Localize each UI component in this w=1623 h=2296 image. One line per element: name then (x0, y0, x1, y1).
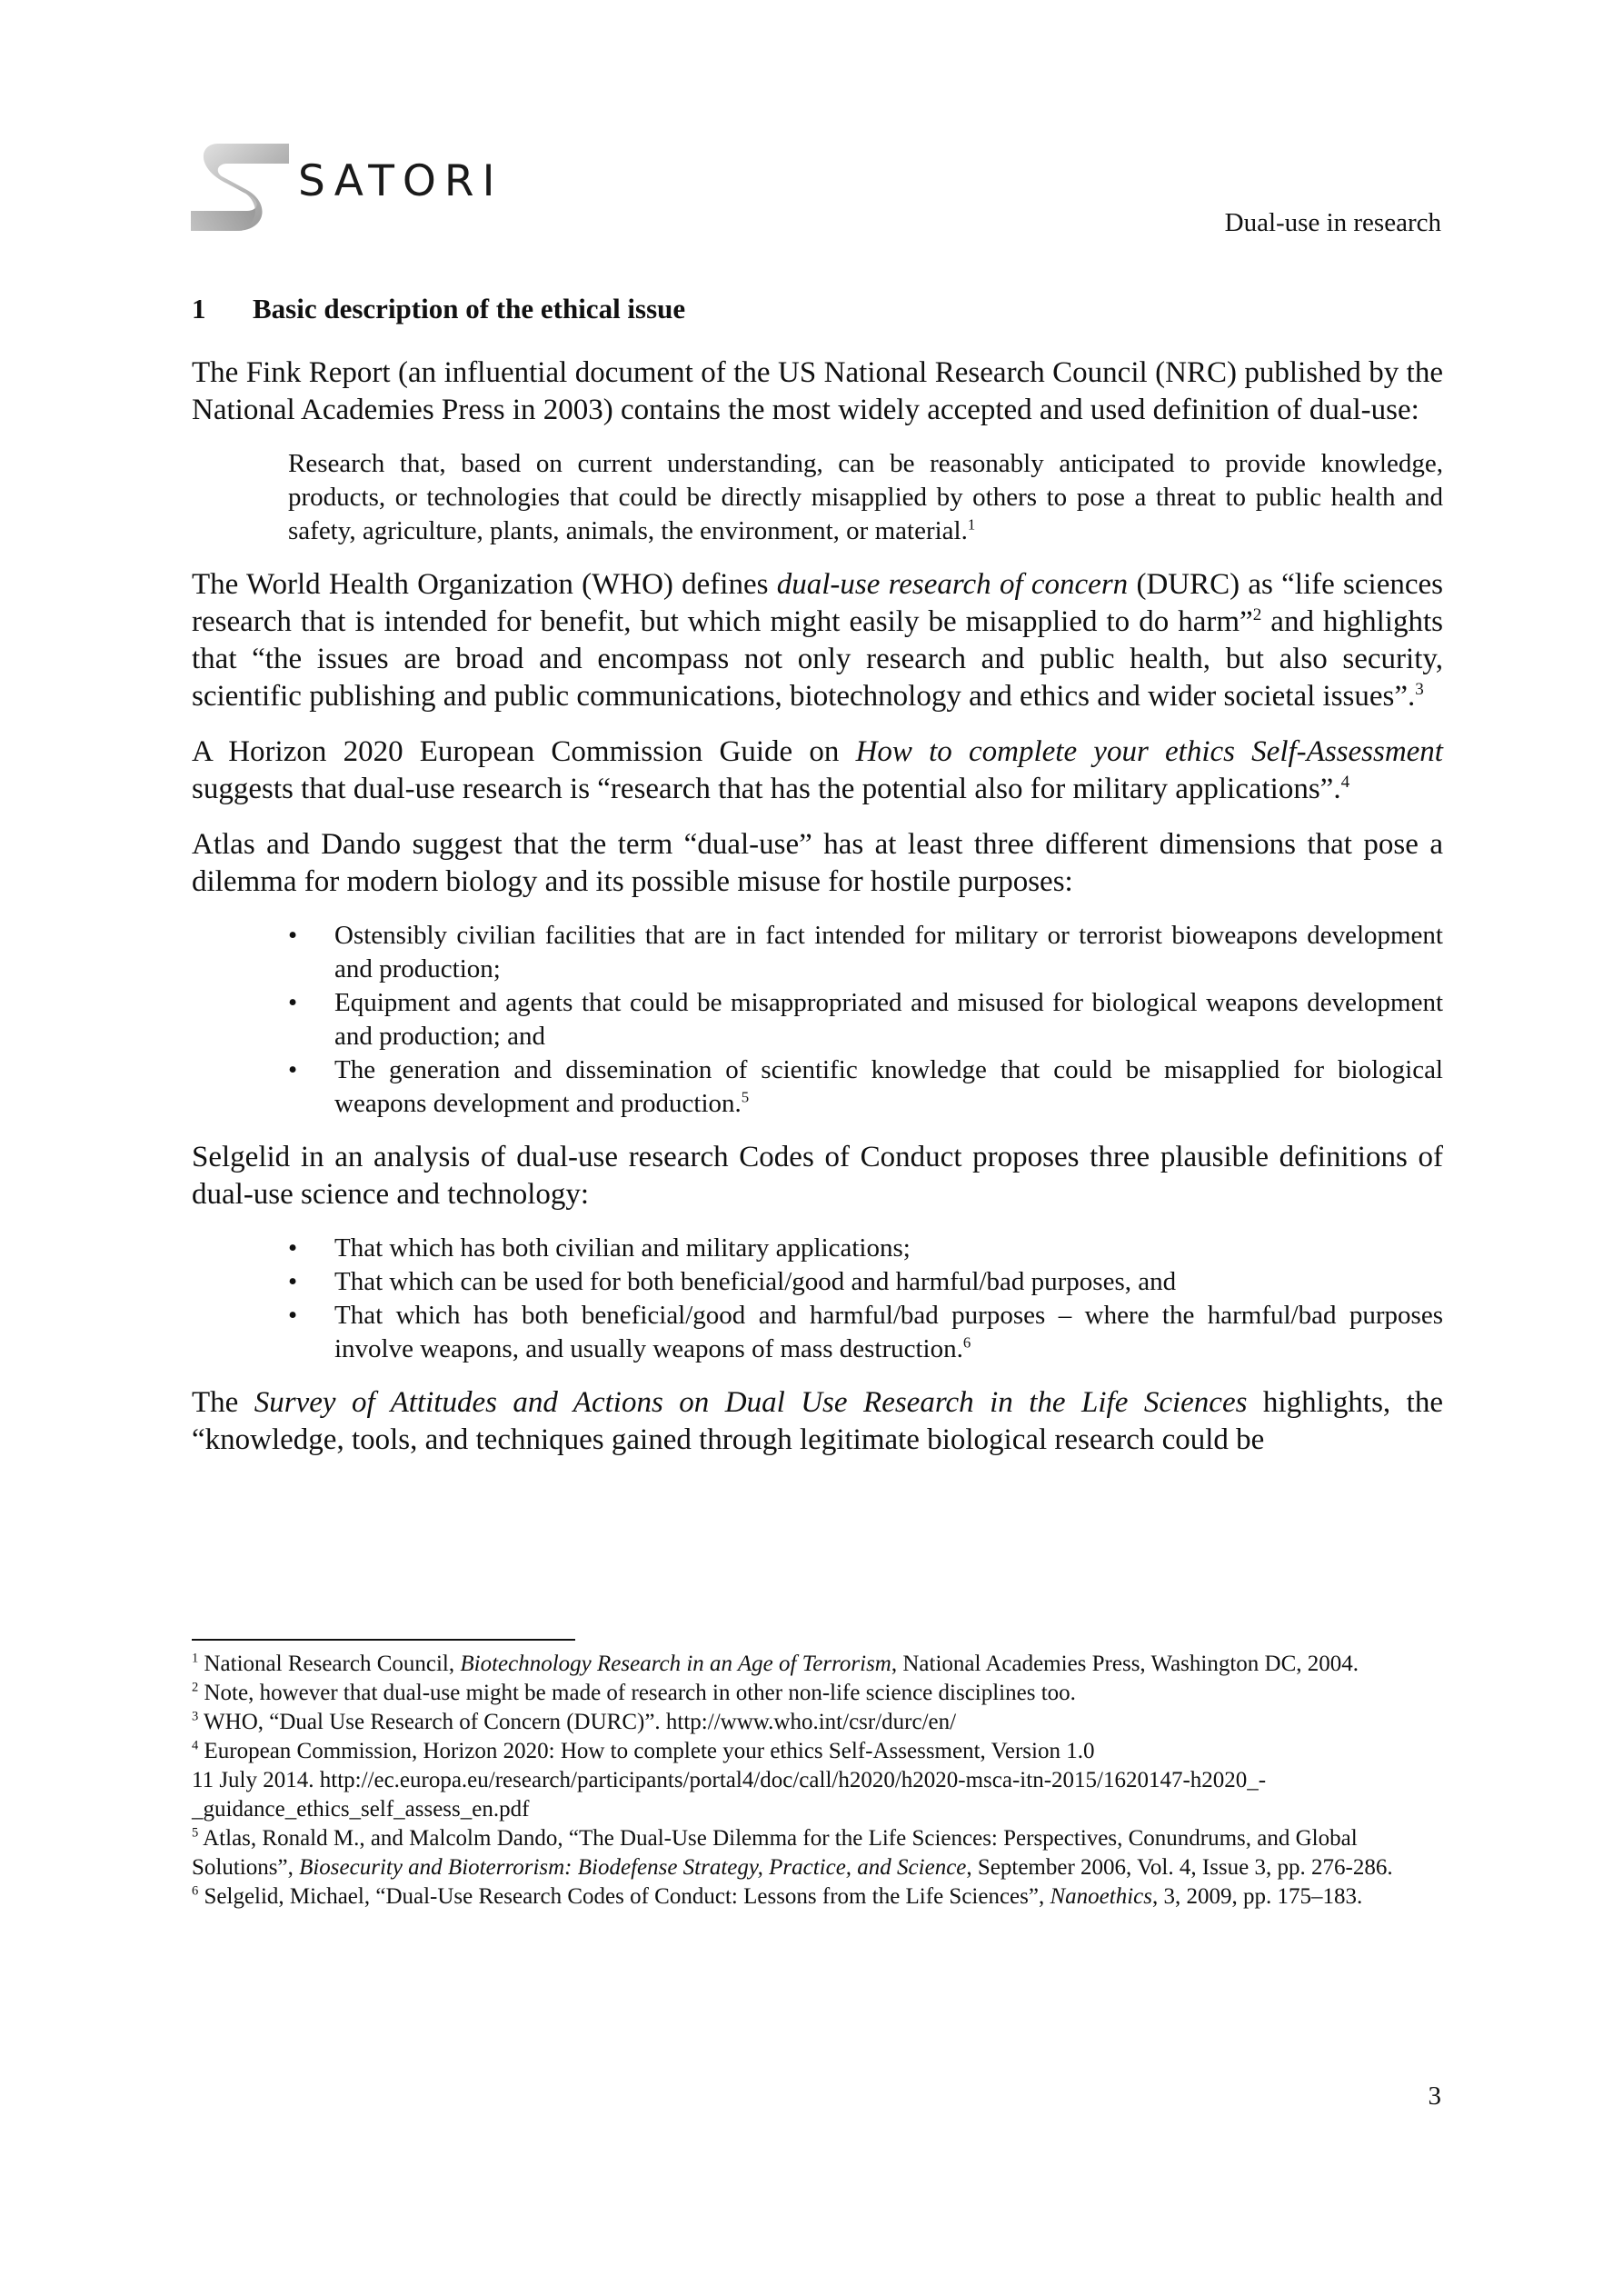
bullet-icon: • (288, 1301, 298, 1330)
emphasis: dual-use research of concern (776, 568, 1129, 601)
block-quote-fink-definition (288, 447, 1443, 548)
footnote-ref-5[interactable]: 5 (741, 1088, 750, 1106)
section-title: Basic description of the ethical issue (253, 293, 686, 324)
text: The World Health Organization (WHO) defines (192, 568, 777, 601)
satori-logo-mark-icon (191, 144, 291, 231)
emphasis: Biosecurity and Bioterrorism: Biodefense Strategy, Practice, and Science (299, 1855, 967, 1880)
footnote-ref-1[interactable]: 1 (967, 515, 976, 534)
list-item-text: That which has both beneficial/good and harmful/bad purposes – where the harmful/bad purposes involve weapons, and usually weapons of mass destruction. (334, 1301, 1443, 1363)
list-item-text: Ostensibly civilian facilities that are in fact intended for military or terrorist bioweapons development and production; (334, 921, 1443, 983)
quote-text: Research that, based on current understanding, can be reasonably anticipated to provide knowledge, products, or technologies that could be directly misapplied by others to pose a threat to public health and safety, agriculture, plants, animals, the environment, or material. (288, 449, 1443, 545)
text: , 3, 2009, pp. 175–183. (1151, 1884, 1363, 1909)
footnote-ref-6[interactable]: 6 (962, 1333, 971, 1352)
emphasis: Survey of Attitudes and Actions on Dual Use Research in the Life Sciences (254, 1386, 1248, 1419)
text: Note, however that dual-use might be made of research in other non-life science disciplines too. (198, 1681, 1076, 1705)
bullet-icon: • (288, 1055, 298, 1084)
text: Selgelid, Michael, “Dual-Use Research Codes of Conduct: Lessons from the Life Sciences”, (198, 1884, 1050, 1909)
footnote-number: 1 (192, 1651, 199, 1666)
bullet-icon: • (288, 1267, 298, 1296)
list-item-text: That which can be used for both beneficial/good and harmful/bad purposes, and (334, 1267, 1177, 1296)
text: highlights, the “knowledge, tools, and techniques gained through legitimate biological research could be (192, 1386, 1443, 1456)
list-item (192, 1265, 1443, 1299)
text: The (192, 1386, 254, 1419)
footnotes (192, 1650, 1443, 1912)
page-number: 3 (1428, 2081, 1441, 2111)
footnote-divider (192, 1639, 575, 1641)
paragraph-survey (192, 1384, 1443, 1459)
paragraph-who-definition (192, 566, 1443, 715)
section-number: 1 (192, 293, 206, 324)
footnote-number: 4 (192, 1738, 199, 1753)
footnote-number: 5 (192, 1825, 199, 1841)
list-item (192, 919, 1443, 986)
satori-logo (191, 144, 518, 231)
paragraph-horizon-2020 (192, 734, 1443, 808)
text: , September 2006, Vol. 4, Issue 3, pp. 276-286. (966, 1855, 1393, 1880)
list-item-text: Equipment and agents that could be misappropriated and misused for biological weapons development and production; and (334, 988, 1443, 1051)
footnote-5 (192, 1824, 1443, 1882)
list-item (192, 1299, 1443, 1366)
emphasis: How to complete your ethics Self-Assessment (855, 735, 1443, 768)
footnote-link[interactable]: 11 July 2014. http://ec.europa.eu/research/participants/portal4/doc/call/h2020/h2020-msca-itn-2015/1620147-h2020_-_guidance_ethics_self_assess_en.pdf (192, 1768, 1267, 1822)
text: National Research Council, (198, 1652, 461, 1676)
bullet-list-selgelid (192, 1232, 1443, 1366)
text: , National Academies Press, Washington DC, 2004. (891, 1652, 1359, 1676)
emphasis: Biotechnology Research in an Age of Terrorism (460, 1652, 891, 1676)
footnote-3 (192, 1708, 1443, 1737)
footnote-ref-4[interactable]: 4 (1340, 773, 1350, 792)
emphasis: Nanoethics (1050, 1884, 1152, 1909)
footnote-number: 6 (192, 1883, 199, 1899)
list-item (192, 1053, 1443, 1121)
paragraph-selgelid: Selgelid in an analysis of dual-use research Codes of Conduct proposes three plausible definitions of dual-use science and technology: (192, 1141, 1443, 1211)
bullet-icon: • (288, 1233, 298, 1263)
footnote-ref-3[interactable]: 3 (1415, 680, 1424, 699)
text: suggests that dual-use research is “research that has the potential also for military applications”. (192, 773, 1341, 805)
bullet-icon: • (288, 921, 298, 950)
text: Atlas, Ronald M., and Malcolm Dando, “The Dual-Use Dilemma for the Life Sciences: Perspectives, Conundrums, and Global Solutions”, (192, 1826, 1358, 1880)
paragraph-atlas-dando: Atlas and Dando suggest that the term “dual-use” has at least three different dimensions that pose a dilemma for modern biology and its possible misuse for hostile purposes: (192, 828, 1443, 898)
footnote-1 (192, 1650, 1443, 1679)
footnote-4 (192, 1737, 1443, 1824)
text: European Commission, Horizon 2020: How to complete your ethics Self-Assessment, Version 1.0 (198, 1739, 1095, 1763)
footnote-number: 3 (192, 1709, 199, 1724)
text: and highlights that “the issues are broad and encompass not only research and public health, but also security, scientific publishing and public communications, biotechnology and ethics and wider societal issues”. (192, 605, 1443, 713)
logo-wordmark: SATORI (298, 156, 503, 206)
running-header: Dual-use in research (1224, 208, 1441, 237)
footnote-6 (192, 1882, 1443, 1912)
list-item-text: That which has both civilian and military applications; (334, 1233, 911, 1263)
section-heading (192, 293, 1443, 325)
footnote-ref-2[interactable]: 2 (1252, 605, 1262, 624)
text: WHO, “Dual Use Research of Concern (DURC)”. http://www.who.int/csr/durc/en/ (198, 1710, 957, 1734)
list-item-text: The generation and dissemination of scientific knowledge that could be misapplied for biological weapons development and production. (334, 1055, 1443, 1118)
footnote-number: 2 (192, 1680, 199, 1695)
bullet-list-atlas-dando (192, 919, 1443, 1121)
list-item (192, 1232, 1443, 1265)
footnote-2 (192, 1679, 1443, 1708)
paragraph-fink-report: The Fink Report (an influential document of the US National Research Council (NRC) published by the National Academies Press in 2003) contains the most widely accepted and used definition of dual-use: (192, 356, 1443, 426)
list-item (192, 986, 1443, 1053)
bullet-icon: • (288, 988, 298, 1017)
text: (DURC) as “life sciences research that is intended for benefit, but which might easily be misapplied to do harm” (192, 568, 1443, 638)
text: A Horizon 2020 European Commission Guide on (192, 735, 856, 768)
main-content (192, 293, 1443, 1477)
